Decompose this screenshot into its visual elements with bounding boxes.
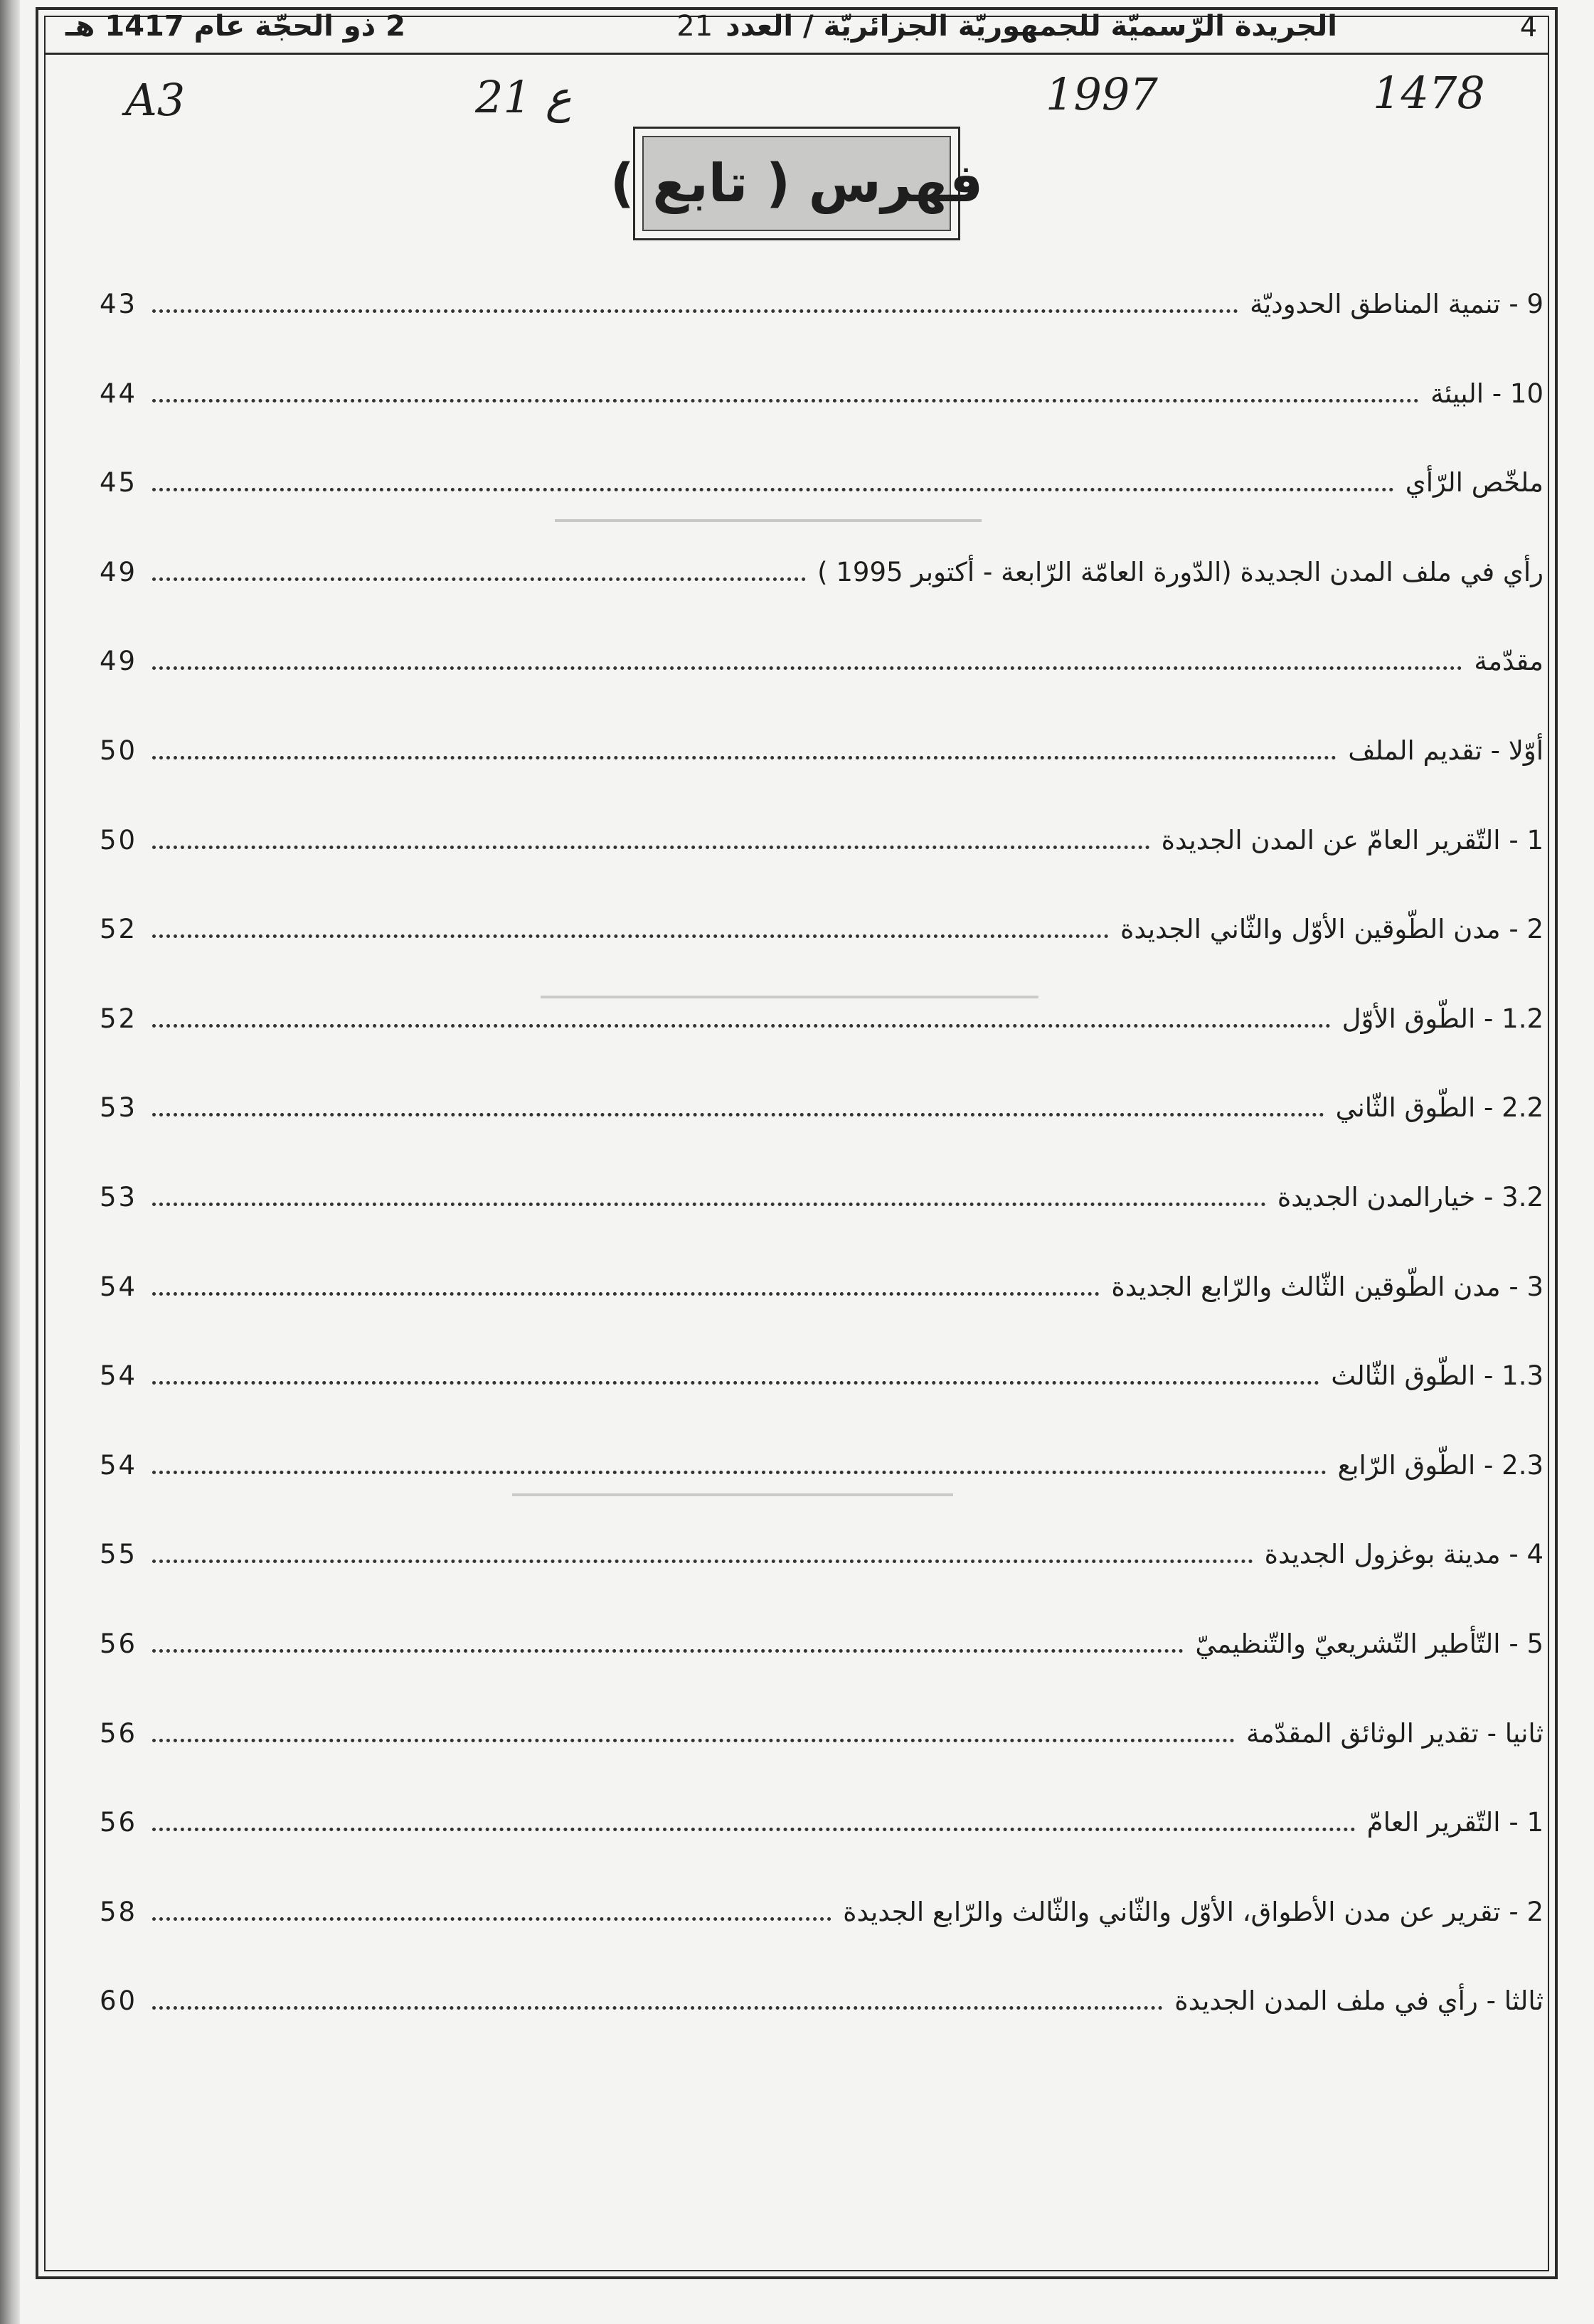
toc-dot-leader — [152, 577, 806, 581]
toc-dot-leader — [152, 309, 1238, 313]
page-gutter-shadow — [0, 0, 20, 2324]
index-title: فهرس ( تابع ) — [642, 136, 951, 231]
toc-dot-leader — [152, 846, 1150, 849]
toc-entry — [100, 1697, 1543, 1754]
toc-entry-page-number: 50 — [100, 825, 138, 855]
header-gazette-title — [526, 10, 1337, 43]
page-frame-inner — [44, 16, 1549, 2271]
toc-dot-leader — [152, 934, 1109, 938]
toc-entry-page-number: 45 — [100, 467, 138, 498]
toc-entry-page-number: 56 — [100, 1718, 138, 1749]
toc-entry — [100, 1607, 1543, 1664]
toc-entry — [100, 1339, 1543, 1396]
toc-entry-title: 3 - مدن الطّوقين الثّالث والرّابع الجديدة — [1111, 1272, 1543, 1302]
toc-entry-title: 2 - مدن الطّوقين الأوّل والثّاني الجديدة — [1120, 914, 1543, 944]
toc-entry-page-number: 54 — [100, 1360, 138, 1391]
header-hijri-date: 2 ذو الحجّة عام 1417 هـ — [65, 10, 405, 43]
toc-entry-page-number: 60 — [100, 1985, 138, 2016]
toc-dot-leader — [152, 1113, 1324, 1116]
toc-dot-leader — [152, 666, 1462, 670]
toc-dot-leader — [152, 399, 1419, 403]
header-title-text: الجريدة الرّسميّة للجمهوريّة الجزائريّة / العدد — [726, 10, 1337, 43]
handwritten-day: 21 ع — [475, 71, 572, 123]
toc-entry-title: مقدّمة — [1474, 646, 1543, 676]
header-issue-number: 21 — [676, 10, 713, 43]
toc-dot-leader — [152, 488, 1394, 491]
header-rule — [44, 53, 1549, 55]
toc-entry-page-number: 56 — [100, 1629, 138, 1659]
toc-entry-page-number: 58 — [100, 1897, 138, 1927]
toc-dot-leader — [152, 1649, 1184, 1653]
toc-entry-title: 1.3 - الطّوق الثّالث — [1331, 1360, 1543, 1391]
handwritten-ref: A3 — [125, 74, 186, 126]
toc-dot-leader — [152, 1560, 1253, 1563]
toc-entry-page-number: 49 — [100, 557, 138, 587]
toc-entry — [100, 535, 1543, 592]
toc-entry-page-number: 56 — [100, 1807, 138, 1838]
toc-dot-leader — [152, 1203, 1266, 1206]
toc-entry-title: 5 - التّأطير التّشريعيّ والتّنظيميّ — [1195, 1629, 1543, 1659]
toc-entry — [100, 357, 1543, 414]
toc-entry-title: 1 - التّقرير العامّ عن المدن الجديدة — [1161, 825, 1543, 855]
toc-entry-title: ملخّص الرّأي — [1405, 467, 1543, 498]
handwritten-year: 1997 — [1046, 68, 1158, 120]
toc-entry-page-number: 43 — [100, 289, 138, 319]
toc-entry-title: ثانيا - تقدير الوثائق المقدّمة — [1246, 1718, 1543, 1749]
toc-entry — [100, 1161, 1543, 1217]
toc-dot-leader — [152, 2006, 1163, 2010]
toc-entry-title: ثالثا - رأي في ملف المدن الجديدة — [1174, 1985, 1543, 2016]
toc-entry — [100, 1518, 1543, 1574]
toc-entry — [100, 624, 1543, 681]
toc-entry — [100, 982, 1543, 1039]
toc-entry-page-number: 49 — [100, 646, 138, 676]
toc-entry — [100, 1250, 1543, 1307]
header-page-number: 4 — [1519, 11, 1537, 43]
toc-entry-title: 1 - التّقرير العامّ — [1366, 1807, 1543, 1838]
toc-entry — [100, 1071, 1543, 1128]
toc-entry — [100, 714, 1543, 771]
toc-entry — [100, 1429, 1543, 1486]
toc-entry — [100, 446, 1543, 503]
toc-dot-leader — [152, 756, 1337, 759]
toc-entry-page-number: 50 — [100, 735, 138, 766]
toc-entry-title: 2 - تقرير عن مدن الأطواق، الأوّل والثّاني والثّالث والرّابع الجديدة — [843, 1897, 1543, 1927]
toc-dot-leader — [152, 1024, 1331, 1028]
toc-entry-page-number: 53 — [100, 1092, 138, 1123]
toc-dot-leader — [152, 1917, 831, 1921]
toc-entry — [100, 1964, 1543, 2021]
toc-entry-title: 2.2 - الطّوق الثّاني — [1335, 1092, 1543, 1123]
toc-entry-page-number: 44 — [100, 378, 138, 409]
index-title-box — [610, 127, 984, 240]
toc-entry — [100, 892, 1543, 949]
toc-entry-page-number: 55 — [100, 1539, 138, 1569]
toc-entry-title: 9 - تنمية المناطق الحدوديّة — [1250, 289, 1543, 319]
toc-entry — [100, 1875, 1543, 1932]
toc-entry — [100, 804, 1543, 860]
toc-entry-page-number: 53 — [100, 1182, 138, 1212]
toc-entry-title: 4 - مدينة بوغزول الجديدة — [1264, 1539, 1543, 1569]
toc-dot-leader — [152, 1739, 1235, 1742]
toc-entry-title: 10 - البيئة — [1430, 378, 1543, 409]
toc-dot-leader — [152, 1292, 1100, 1296]
toc-entry-page-number: 54 — [100, 1272, 138, 1302]
toc-entry-title: 2.3 - الطّوق الرّابع — [1337, 1450, 1543, 1481]
toc-entry-title: 3.2 - خيارالمدن الجديدة — [1277, 1182, 1543, 1212]
toc-entry-page-number: 52 — [100, 1003, 138, 1034]
toc-entry-title: 1.2 - الطّوق الأوّل — [1341, 1003, 1543, 1034]
handwritten-code: 1478 — [1373, 67, 1485, 119]
toc-dot-leader — [152, 1381, 1319, 1385]
toc-entry — [100, 1786, 1543, 1843]
toc-entry — [100, 267, 1543, 324]
toc-dot-leader — [152, 1471, 1327, 1474]
toc-entry-page-number: 52 — [100, 914, 138, 944]
toc-entry-title: رأي في ملف المدن الجديدة (الدّورة العامّة الرّابعة - أكتوبر 1995 ) — [817, 557, 1543, 587]
toc-dot-leader — [152, 1828, 1356, 1831]
toc-entry-page-number: 54 — [100, 1450, 138, 1481]
toc-entry-title: أوّلا - تقديم الملف — [1348, 735, 1543, 766]
